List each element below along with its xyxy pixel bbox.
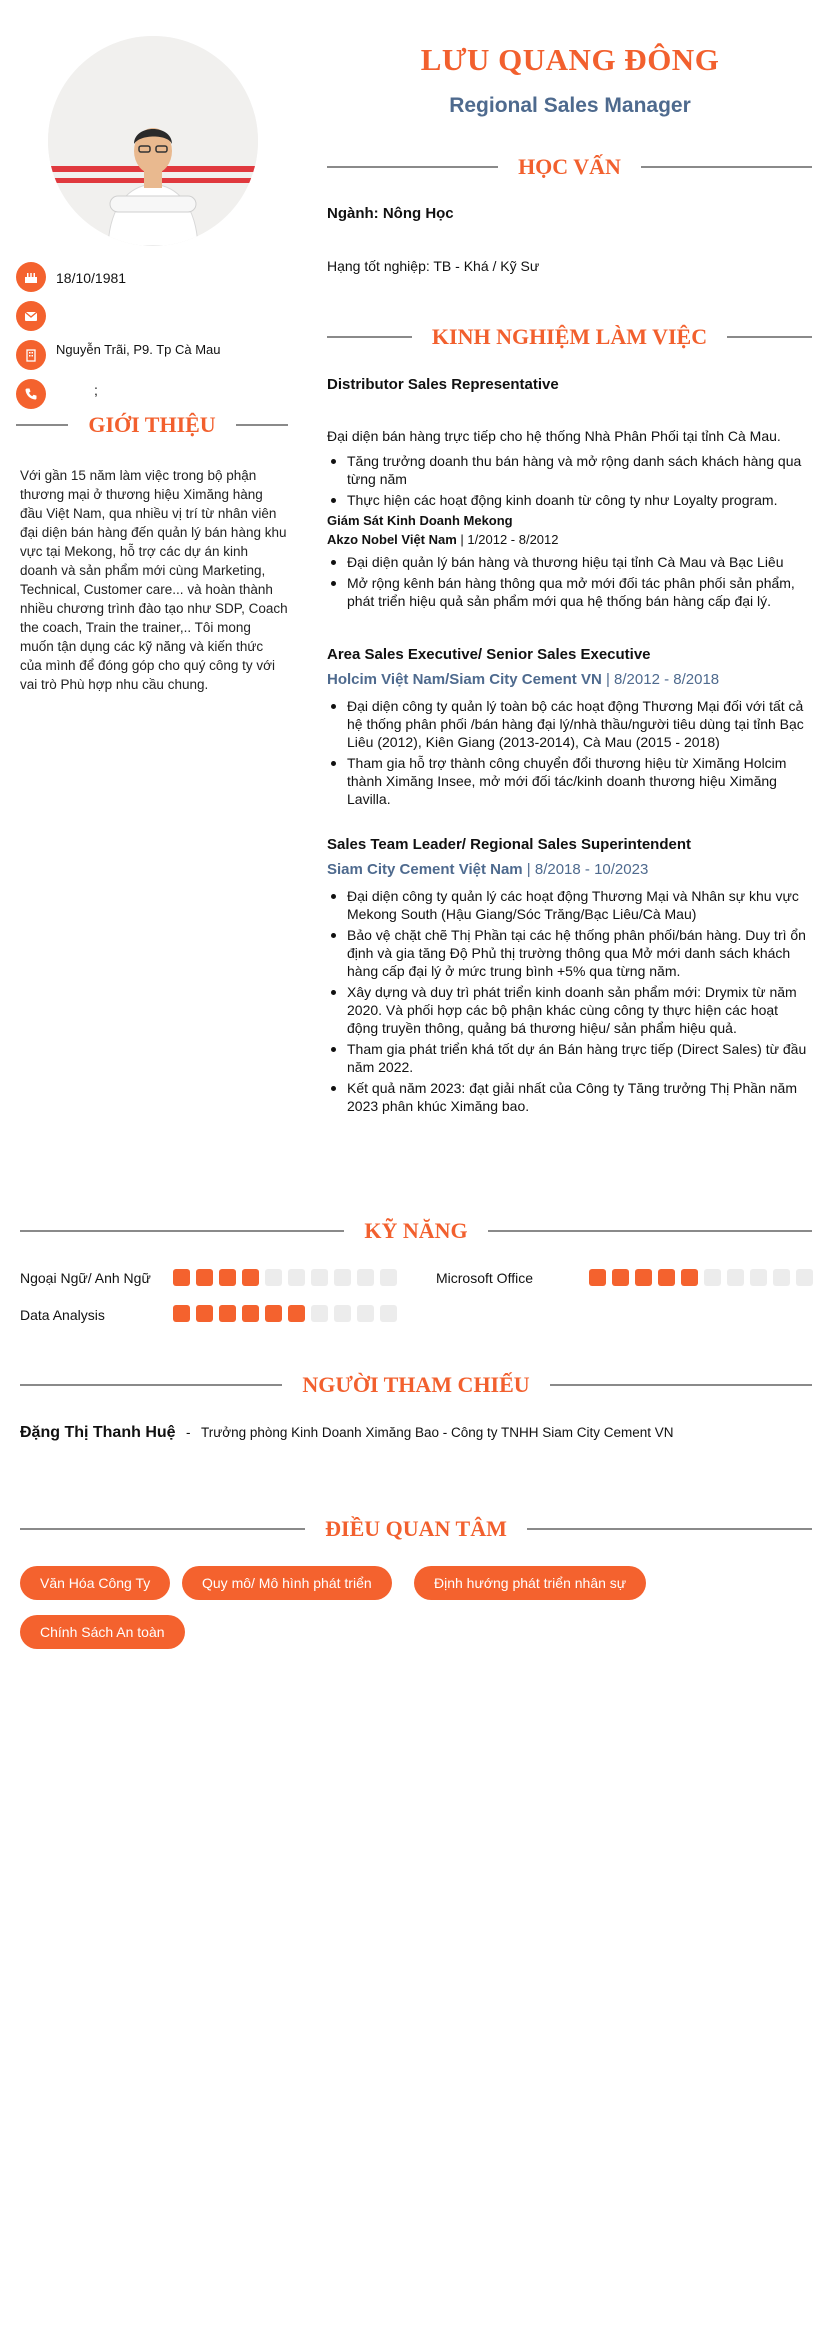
divider [16, 424, 68, 426]
divider [20, 1230, 344, 1232]
rating-square-filled [612, 1269, 629, 1286]
birthday-text: 18/10/1981 [56, 270, 127, 286]
divider [327, 166, 498, 168]
interest-tag: Quy mô/ Mô hình phát triển [182, 1566, 392, 1600]
reference-desc: Trưởng phòng Kinh Doanh Ximăng Bao - Công ty TNHH Siam City Cement VN [200, 1425, 674, 1440]
rating-square-empty [380, 1269, 397, 1286]
rating-square-filled [242, 1305, 259, 1322]
skills-heading [20, 1218, 812, 1244]
job-2-company: Holcim Việt Nam/Siam City Cement VN [327, 671, 602, 688]
job-2-bullets [327, 697, 812, 808]
divider [488, 1230, 812, 1232]
interests-heading-text: ĐIỀU QUAN TÂM [325, 1516, 507, 1541]
divider [727, 336, 812, 338]
intro-heading [16, 412, 288, 438]
job-1-sub-company-line [327, 532, 812, 547]
list-item: Tham gia hỗ trợ thành công chuyển đổi thương hiệu từ Ximăng Holcim thành Ximăng Insee, mở mới đối tác/kinh doanh thương hiệu Ximăng Lavilla. [327, 754, 812, 808]
birthday-icon [16, 262, 46, 292]
rating-square-empty [357, 1269, 374, 1286]
education-heading-text: HỌC VẤN [518, 154, 621, 179]
phone-text: ; [94, 382, 98, 398]
skill-label: Data Analysis [20, 1307, 105, 1323]
rating-square-filled [288, 1305, 305, 1322]
reference-separator: - [186, 1425, 191, 1440]
job-title: Regional Sales Manager [449, 94, 691, 117]
intro-heading-text: GIỚI THIỆU [88, 412, 216, 437]
divider [20, 1384, 282, 1386]
divider [327, 336, 412, 338]
skill-rating [589, 1269, 813, 1286]
skills-heading-text: KỸ NĂNG [364, 1218, 468, 1243]
job-1-bullets [327, 452, 812, 509]
profile-photo [48, 36, 258, 246]
skill-label: Ngoại Ngữ/ Anh Ngữ [20, 1270, 151, 1286]
job-2-title: Area Sales Executive/ Senior Sales Executive [327, 646, 651, 663]
address-text: Nguyễn Trãi, P9. Tp Cà Mau [56, 342, 221, 357]
rating-square-empty [357, 1305, 374, 1322]
job-1-desc: Đại diện bán hàng trực tiếp cho hệ thống Nhà Phân Phối tại tỉnh Cà Mau. [327, 428, 781, 444]
intro-text: Với gần 15 năm làm việc trong bộ phận thương mại ở thương hiệu Ximăng hàng đầu Việt Nam, qua nhiều vị trí từ nhân viên đại diện bán hàng đến quản lý bán hàng khu vực tại Mekong, hỗ trợ các dự án kinh doanh và sản phẩm mới cùng Marketing, Technical, Customer care... và hoàn thành nhiều chương trình đào tạo như SDP, Coach the coach, Train the trainer,.. Tôi mong muốn tận dụng các kỹ năng và kiến thức của mình để đóng góp cho quý công ty với vai trò Phù hợp nhu cầu chung. [20, 468, 288, 692]
reference-heading-text: NGƯỜI THAM CHIẾU [302, 1372, 530, 1397]
rating-square-empty [704, 1269, 721, 1286]
interests-heading [20, 1516, 812, 1542]
education-heading [327, 154, 812, 180]
rating-square-filled [681, 1269, 698, 1286]
full-name: LƯU QUANG ĐÔNG [420, 42, 720, 77]
rating-square-empty [311, 1269, 328, 1286]
reference-heading [20, 1372, 812, 1398]
job-3-company: Siam City Cement Việt Nam [327, 861, 523, 878]
divider [641, 166, 812, 168]
rating-square-empty [727, 1269, 744, 1286]
divider [236, 424, 288, 426]
job-1-sub-bullets [327, 553, 812, 610]
list-item: Mở rộng kênh bán hàng thông qua mở mới đối tác phân phối sản phẩm, phát triển hiệu quả sản phẩm mới qua hệ thống bán hàng cấp đại lý. [327, 574, 812, 610]
skill-label: Microsoft Office [436, 1270, 533, 1286]
rating-square-empty [773, 1269, 790, 1286]
list-item: Xây dựng và duy trì phát triển kinh doanh sản phẩm mới: Drymix từ năm 2020. Và phối hợp các bộ phận khác cùng công ty thực hiện các hoạt động truyền thông, quảng bá thương hiệu/ sản phẩm hiệu quả. [327, 983, 812, 1037]
rating-square-filled [658, 1269, 675, 1286]
job-2-period: | 8/2012 - 8/2018 [605, 671, 720, 688]
rating-square-filled [635, 1269, 652, 1286]
rating-square-empty [334, 1269, 351, 1286]
rating-square-empty [750, 1269, 767, 1286]
email-icon [16, 301, 46, 331]
rating-square-empty [796, 1269, 813, 1286]
list-item: Thực hiện các hoạt động kinh doanh từ công ty như Loyalty program. [327, 491, 812, 509]
list-item: Bảo vệ chặt chẽ Thị Phần tại các hệ thống phân phối/bán hàng. Duy trì ổn định và gia tăng Độ Phủ thị trường thông qua Mở mới danh sách khách hàng cấp đại lý ở mức trung bình +5% qua từng năm. [327, 926, 812, 980]
rating-square-empty [334, 1305, 351, 1322]
job-entry-3 [327, 836, 812, 1118]
job-1-title: Distributor Sales Representative [327, 376, 559, 393]
education-grade: Hạng tốt nghiệp: TB - Khá / Kỹ Sư [327, 258, 540, 274]
job-1-sub-period: | 1/2012 - 8/2012 [460, 532, 559, 547]
rating-square-filled [219, 1305, 236, 1322]
job-entry-1 [327, 376, 812, 613]
list-item: Đại diện công ty quản lý các hoạt động Thương Mại và Nhân sự khu vực Mekong South (Hậu Giang/Sóc Trăng/Bạc Liêu/Cà Mau) [327, 887, 812, 923]
address-icon [16, 340, 46, 370]
job-3-period: | 8/2018 - 10/2023 [526, 861, 649, 878]
rating-square-empty [311, 1305, 328, 1322]
list-item: Đại diện quản lý bán hàng và thương hiệu tại tỉnh Cà Mau và Bạc Liêu [327, 553, 812, 571]
profile-photo-image [48, 36, 258, 246]
list-item: Đại diện công ty quản lý toàn bộ các hoạt động Thương Mại đối với tất cả hệ thống phân phối /bán hàng đại lý/nhà thầu/người tiêu dùng tại tỉnh Bạc Liêu (2012), Kiên Giang (2013-2014), Cà Mau (2015 - 2018) [327, 697, 812, 751]
reference-name: Đặng Thị Thanh Huệ [20, 1424, 176, 1441]
interest-tag: Văn Hóa Công Ty [20, 1566, 170, 1600]
rating-square-filled [265, 1305, 282, 1322]
rating-square-filled [196, 1305, 213, 1322]
job-entry-2 [327, 646, 812, 811]
rating-square-empty [265, 1269, 282, 1286]
rating-square-empty [380, 1305, 397, 1322]
divider [527, 1528, 812, 1530]
rating-square-filled [173, 1305, 190, 1322]
job-3-bullets [327, 887, 812, 1115]
experience-heading-text: KINH NGHIỆM LÀM VIỆC [431, 324, 708, 349]
job-2-company-line [327, 671, 812, 688]
experience-heading [327, 324, 812, 350]
divider [20, 1528, 305, 1530]
list-item: Tham gia phát triển khá tốt dự án Bán hàng trực tiếp (Direct Sales) từ đầu năm 2022. [327, 1040, 812, 1076]
rating-square-empty [288, 1269, 305, 1286]
skill-rating [173, 1269, 397, 1286]
rating-square-filled [219, 1269, 236, 1286]
rating-square-filled [242, 1269, 259, 1286]
rating-square-filled [589, 1269, 606, 1286]
job-3-company-line [327, 861, 812, 878]
list-item: Kết quả năm 2023: đạt giải nhất của Công ty Tăng trưởng Thị Phần năm 2023 phân khúc Ximăng bao. [327, 1079, 812, 1115]
job-3-title: Sales Team Leader/ Regional Sales Superintendent [327, 836, 692, 853]
reference-entry [20, 1424, 674, 1442]
education-major: Ngành: Nông Học [327, 205, 454, 222]
phone-icon [16, 379, 46, 409]
interest-tag: Định hướng phát triển nhân sự [414, 1566, 646, 1600]
list-item: Tăng trưởng doanh thu bán hàng và mở rộng danh sách khách hàng qua từng năm [327, 452, 812, 488]
rating-square-filled [173, 1269, 190, 1286]
skill-rating [173, 1305, 397, 1322]
job-1-sub-company: Akzo Nobel Việt Nam [327, 532, 457, 547]
rating-square-filled [196, 1269, 213, 1286]
interest-tag: Chính Sách An toàn [20, 1615, 185, 1649]
job-1-sub-title: Giám Sát Kinh Doanh Mekong [327, 513, 513, 528]
divider [550, 1384, 812, 1386]
